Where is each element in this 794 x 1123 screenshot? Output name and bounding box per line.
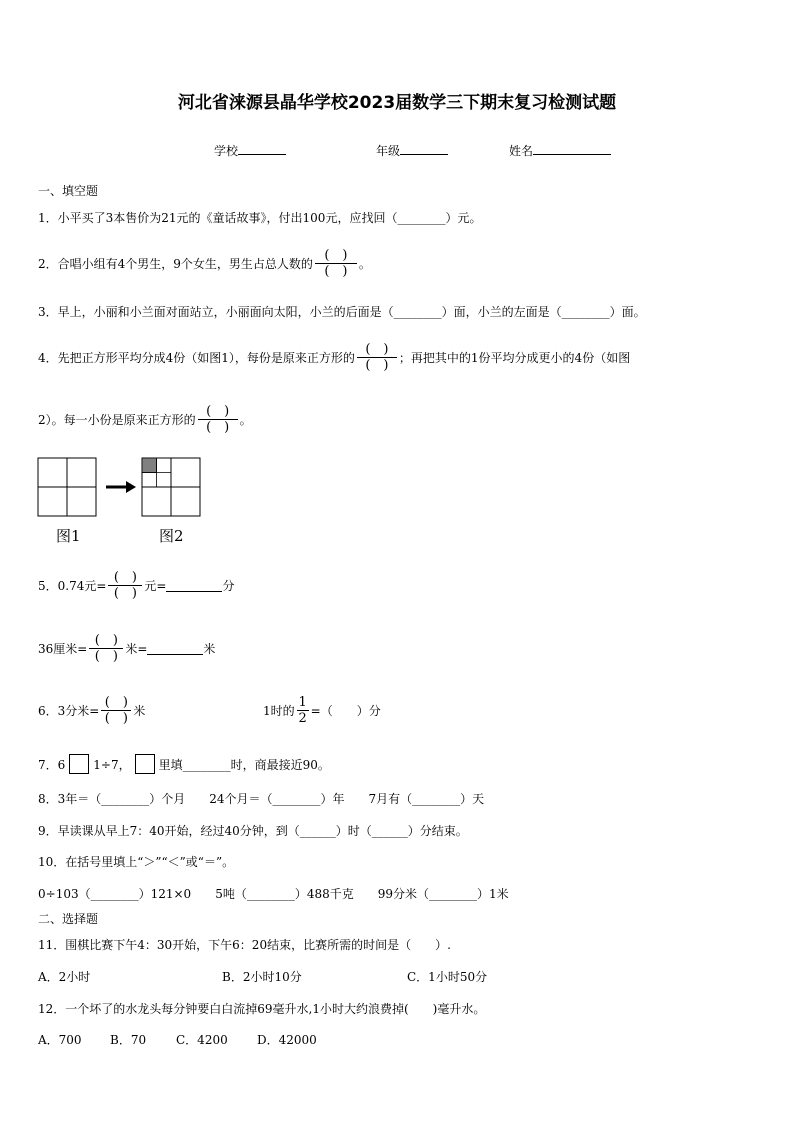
question-12-option-a[interactable]: A．700: [38, 1033, 82, 1047]
fraction-blank[interactable]: [357, 342, 397, 373]
question-6b-post: =（ ）分: [310, 703, 381, 718]
question-6a-unit: 米: [133, 703, 146, 718]
question-1: 1．小平买了3本售价为21元的《童话故事》，付出100元，应找回（________）元。: [38, 211, 482, 225]
numerator-blank: ( ): [113, 569, 137, 585]
name-label: 姓名: [509, 144, 534, 158]
question-8: 8．3年＝（________）个月 24个月＝（________）年 7月有（________）天: [38, 792, 485, 806]
grade-field: [376, 142, 448, 159]
question-6a: [38, 689, 145, 731]
digit-box[interactable]: [135, 754, 155, 774]
question-7-post: 里填________时，商最接近90。: [158, 757, 330, 772]
school-blank[interactable]: [238, 142, 286, 155]
question-7-prefix: 7．6: [38, 757, 66, 772]
denominator-blank: ( ): [365, 357, 389, 373]
name-field: [509, 142, 611, 159]
question-5b-mid: 米=: [125, 641, 148, 656]
school-label: 学校: [214, 144, 239, 158]
question-4: [38, 336, 630, 378]
denominator-blank: ( ): [113, 585, 137, 601]
square-division-figures: [36, 456, 206, 520]
question-5a-unit: 分: [222, 578, 235, 593]
question-11-option-b[interactable]: B．2小时10分: [222, 970, 302, 984]
section-multiple-choice: 二、选择题: [38, 912, 99, 926]
answer-blank[interactable]: [166, 579, 222, 592]
question-5b-prefix: 36厘米=: [38, 641, 88, 656]
page-title: 河北省涞源县晶华学校2023届数学三下期末复习检测试题: [177, 93, 617, 113]
digit-box[interactable]: [69, 754, 89, 774]
question-2-end: 。: [358, 256, 371, 271]
right-arrow-icon: [106, 481, 136, 493]
grade-label: 年级: [376, 144, 401, 158]
denominator-blank: ( ): [324, 263, 348, 279]
question-11-option-a[interactable]: A．2小时: [38, 970, 91, 984]
question-4-line-2-text: 2）。每一小份是原来正方形的: [38, 412, 196, 427]
figure-2-label: 图2: [159, 527, 184, 545]
grade-blank[interactable]: [400, 142, 448, 155]
question-12: 12．一个坏了的水龙头每分钟要白白流掉69毫升水,1小时大约浪费掉( )毫升水。: [38, 1002, 486, 1016]
denominator-blank: ( ): [206, 419, 230, 435]
fraction-blank[interactable]: [198, 404, 238, 435]
question-6b: [263, 689, 381, 731]
one-half-fraction: [297, 695, 309, 726]
question-4-text-2: ；再把其中的1份平均分成更小的4份（如图: [398, 350, 631, 365]
question-12-option-d[interactable]: D．42000: [257, 1033, 317, 1047]
numerator-blank: ( ): [365, 341, 389, 357]
question-5a: [38, 565, 235, 605]
school-field: [214, 142, 286, 159]
question-7-mid: 1÷7，: [93, 757, 131, 772]
numerator: 1: [298, 694, 307, 710]
denominator-blank: ( ): [94, 648, 118, 664]
fraction-blank[interactable]: [315, 248, 357, 279]
question-4-text: 4．先把正方形平均分成4份（如图1），每份是原来正方形的: [38, 350, 355, 365]
question-2-text: 2．合唱小组有4个男生，9个女生，男生占总人数的: [38, 256, 313, 271]
fraction-blank[interactable]: [101, 695, 131, 726]
question-7: [38, 752, 330, 776]
denominator: 2: [298, 710, 307, 726]
question-5a-prefix: 5．0.74元=: [38, 578, 107, 593]
question-11: 11．围棋比赛下午4：30开始，下午6：20结束，比赛所需的时间是（ ）.: [38, 938, 451, 952]
numerator-blank: ( ): [104, 694, 128, 710]
numerator-blank: ( ): [324, 247, 348, 263]
name-blank[interactable]: [533, 142, 611, 155]
numerator-blank: ( ): [94, 632, 118, 648]
question-5a-mid: 元=: [144, 578, 167, 593]
question-3: 3．早上，小丽和小兰面对面站立，小丽面向太阳，小兰的后面是（________）面，小兰的左面是（________）面。: [38, 305, 646, 319]
question-10: 10．在括号里填上“＞”“＜”或“＝”。: [38, 855, 235, 869]
section-fill-blank: 一、填空题: [38, 184, 99, 198]
question-6b-prefix: 1时的: [263, 703, 295, 718]
question-9: 9．早读课从早上7：40开始，经过40分钟，到（______）时（______）分结束。: [38, 824, 468, 838]
figure-2-square: [142, 458, 200, 516]
question-6a-prefix: 6．3分米=: [38, 703, 100, 718]
question-4-line-2: [38, 398, 252, 440]
denominator-blank: ( ): [104, 710, 128, 726]
question-12-option-c[interactable]: C．4200: [176, 1033, 228, 1047]
fraction-blank[interactable]: [108, 570, 142, 601]
question-4-end: 。: [239, 412, 252, 427]
question-5b: [38, 628, 215, 668]
question-10-items: 0÷103（________）121×0 5吨（________）488千克 99分米（________）1米: [38, 887, 509, 901]
figure-1-label: 图1: [56, 527, 81, 545]
question-12-option-b[interactable]: B．70: [110, 1033, 147, 1047]
question-11-option-c[interactable]: C．1小时50分: [407, 970, 488, 984]
fraction-blank[interactable]: [89, 633, 123, 664]
question-2: [38, 242, 371, 284]
figure-1-square: [38, 458, 96, 516]
question-5b-unit: 米: [203, 641, 216, 656]
answer-blank[interactable]: [147, 642, 203, 655]
numerator-blank: ( ): [206, 403, 230, 419]
